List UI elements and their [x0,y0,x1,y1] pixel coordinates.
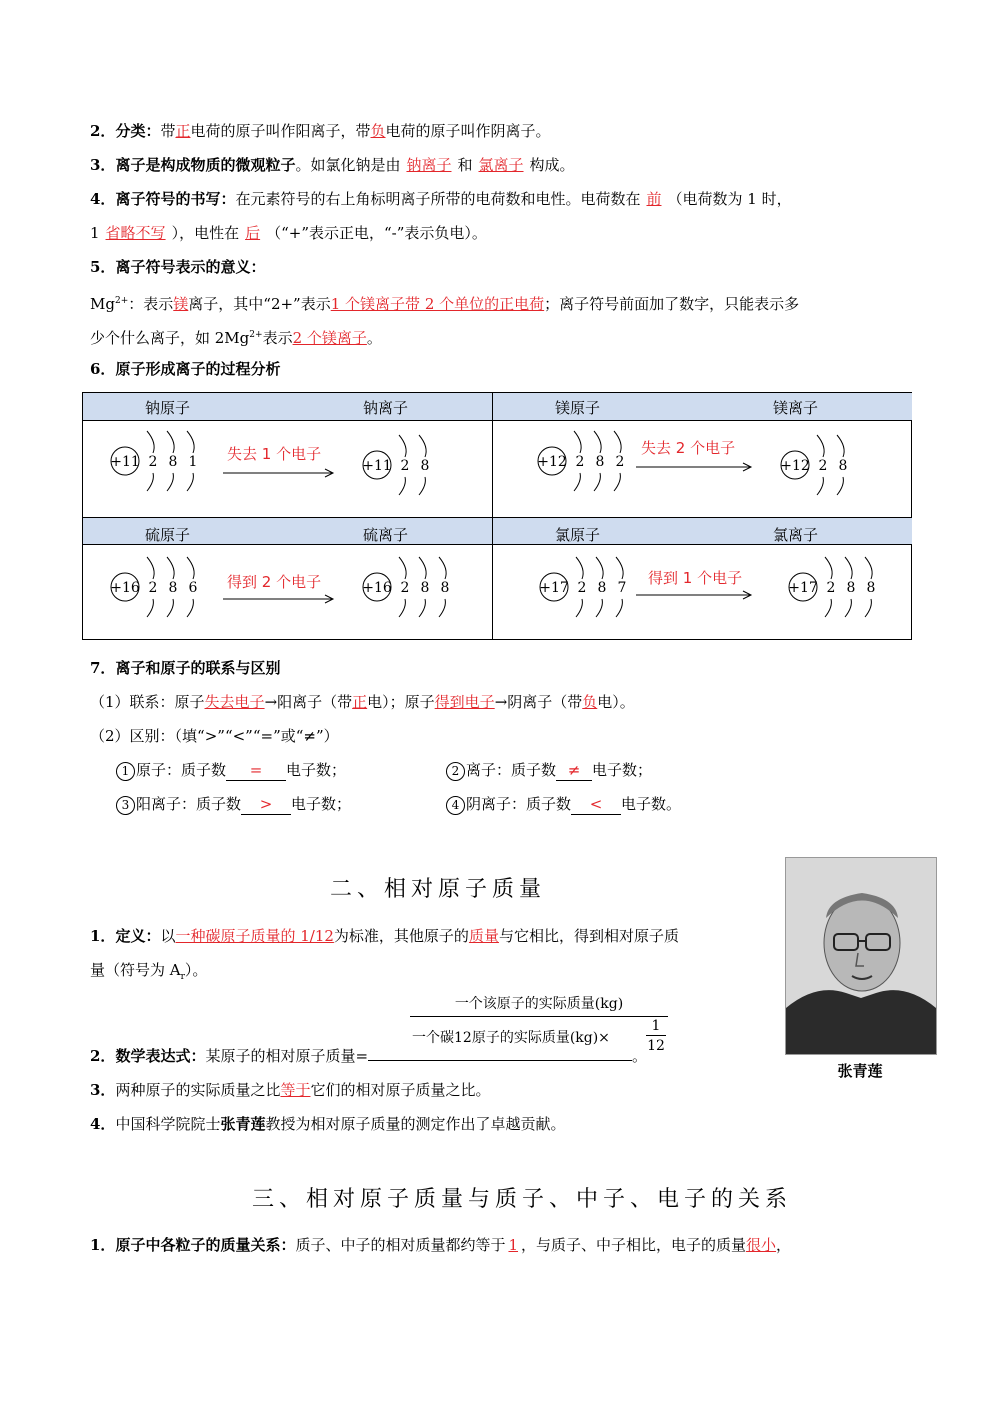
nucleus-charge: +16 [110,580,140,596]
answer: 正 [352,693,368,711]
item-number: 2． [90,1047,116,1065]
electron-shell-arc [596,557,603,579]
electron-count: 8 [838,458,848,474]
item-number: 3． [90,156,116,174]
bold-name: 张青莲 [220,1115,266,1133]
text: 。 [366,329,382,347]
line-ion-symbol-writing [90,189,792,209]
circled-number: 1 [116,762,135,781]
answer: 省略不写 [105,224,166,242]
portrait-image [786,858,936,1054]
item-number: 5． [90,258,116,276]
electron-shell-arc [399,477,405,495]
item-label: 原子中各粒子的质量关系： [115,1236,296,1254]
line-ion-symbol-writing-cont [90,223,487,243]
item-number: 4． [90,190,116,208]
electron-count: 8 [440,580,450,596]
denominator-text: 一个碳12原子的实际质量(kg)× [412,1030,610,1046]
header-s-atom: 硫原子 [145,526,191,544]
line-particle-mass [90,1235,791,1255]
electron-shell-arc [147,557,154,579]
difference-item [116,760,346,781]
atom-structure-diagrams [83,393,913,641]
answer-blank: ≠ [556,760,592,781]
text: 某原子的相对原子质量= [205,1047,369,1065]
electron-shell-arc [865,557,872,579]
text: 为标准，其他原子的 [333,927,469,945]
electron-shell-arc [439,599,445,617]
line-relation [90,692,635,712]
circled-number: 4 [446,796,465,815]
electron-shell-arc [865,599,871,617]
circled-number: 3 [116,796,135,815]
item-number: 4． [90,1115,116,1133]
electron-shell-arc [594,473,600,491]
answer: 钠离子 [406,156,452,174]
line-difference: （2）区别：（填“>”“<”“=”或“≠”） [90,727,339,745]
line-definition [90,926,679,946]
electron-count: 2 [148,580,158,596]
electron-count: 8 [168,454,178,470]
item-number: 2． [90,122,116,140]
electron-shell-arc [419,477,425,495]
electron-shell-arc [616,599,622,617]
electron-shell-arc [147,473,153,491]
electron-shell-arc [574,473,580,491]
header-na-ion: 钠离子 [363,399,409,417]
text: ），电性在 [171,224,240,242]
answer: 2 个镁离子 [292,329,367,347]
text: 。如氯化钠是由 [295,156,401,174]
electron-shell-arc [616,557,623,579]
text: 它们的相对原子质量之比。 [310,1081,491,1099]
text: 中国科学院院士 [115,1115,221,1133]
answer: 镁 [173,295,189,313]
superscript: 2+ [114,296,129,306]
item-label: 离子符号表示的意义： [115,258,266,276]
text: 教授为相对原子质量的测定作出了卓越贡献。 [265,1115,566,1133]
process-label: 得到 2 个电子 [227,573,322,591]
electron-shell-arc [187,557,194,579]
text: 电子数； [286,761,347,779]
text: 两种原子的实际质量之比 [115,1081,281,1099]
text: 离子：质子数 [466,761,557,779]
answer-blank: > [241,794,291,815]
superscript: 2+ [249,330,263,340]
electron-shell-arc [614,473,620,491]
electron-shell-arc [167,599,173,617]
electron-shell-arc [167,431,174,453]
text: 在元素符号的右上角标明离子所带的电荷数和电性。电荷数在 [235,190,641,208]
nucleus-charge: +11 [362,458,392,474]
difference-item [446,760,652,781]
text: 离子，其中“2+”表示 [188,295,331,313]
answer-blank: < [571,794,621,815]
electron-count: 2 [826,580,836,596]
electron-shell-arc [167,473,173,491]
text: ，与质子、中子相比，电子的质量 [521,1236,747,1254]
header-mg-ion: 镁离子 [773,399,819,417]
electron-shell-arc [187,473,193,491]
answer: 后 [245,224,261,242]
electron-shell-arc [817,435,824,457]
text: 构成。 [529,156,575,174]
text: 阳离子：质子数 [136,795,242,813]
item-label: 分类： [115,122,161,140]
line-ion-formation-title [90,359,280,379]
text: 阴离子：质子数 [466,795,572,813]
section-heading: 三、相对原子质量与质子、中子、电子的关系 [252,1187,793,1212]
text: 带 [160,122,176,140]
subscript: r [180,972,185,982]
electron-count: 8 [866,580,876,596]
header-cl-ion: 氯离子 [773,526,819,544]
section-heading: 二、相对原子质量 [330,877,547,902]
answer: 一种碳原子质量的 1/12 [175,927,334,945]
electron-count: 8 [168,580,178,596]
line-math-expression [90,1046,647,1066]
electron-shell-arc [576,557,583,579]
item-label: 离子符号的书写： [115,190,236,208]
electron-shell-arc [845,557,852,579]
text: （1）联系：原子 [90,693,205,711]
text: →阳离子（带 [264,693,353,711]
process-label: 得到 1 个电子 [648,569,743,587]
line-mg-ion [90,291,799,314]
text: 量（符号为 A [90,961,181,979]
answer: 氯离子 [478,156,524,174]
text: ）。 [184,961,208,979]
electron-count: 8 [597,580,607,596]
answer: 等于 [280,1081,311,1099]
text: 电子数； [291,795,352,813]
line-zhang-qinglian [90,1114,565,1134]
small-fraction-numerator: 1 [646,1017,666,1036]
electron-shell-arc [837,477,843,495]
item-label: 定义： [115,927,161,945]
item-label: 原子形成离子的过程分析 [115,360,281,378]
text: 表示 [262,329,293,347]
text: 电子数； [592,761,653,779]
electron-shell-arc [837,435,844,457]
text: 1 [90,224,100,242]
electron-count: 2 [400,458,410,474]
electron-shell-arc [399,557,406,579]
answer: 负 [582,693,598,711]
nucleus-charge: +17 [788,580,818,596]
ion-formation-table [82,392,912,640]
electron-shell-arc [419,557,426,579]
electron-shell-arc [594,431,601,453]
line-mass-ratio [90,1080,490,1100]
item-label: 离子是构成物质的微观粒子 [115,156,296,174]
nucleus-charge: +12 [537,454,567,470]
text: ， [776,1236,792,1254]
nucleus-charge: +17 [539,580,569,596]
electron-shell-arc [614,431,621,453]
answer: 负 [370,122,386,140]
text: →阴离子（带 [494,693,583,711]
electron-shell-arc [419,435,426,457]
process-label: 失去 2 个电子 [641,439,736,457]
text: 和 [457,156,473,174]
item-label: 离子和原子的联系与区别 [115,659,281,677]
nucleus-charge: +16 [362,580,392,596]
formula-numerator: 一个该原子的实际质量(kg) [454,996,624,1012]
electron-count: 6 [188,580,198,596]
text: 少个什么离子，如 2Mg [90,329,250,347]
item-label: 数学表达式： [115,1047,206,1065]
text: 质子、中子的相对质量都约等于 [295,1236,506,1254]
electron-count: 8 [420,458,430,474]
text: （电荷数为 1 时， [667,190,792,208]
electron-shell-arc [419,599,425,617]
line-ion-symbol-meaning [90,257,265,277]
item-number: 6． [90,360,116,378]
text: 与它相比，得到相对原子质 [498,927,679,945]
answer: 正 [175,122,191,140]
item-number: 3． [90,1081,116,1099]
line-definition-cont [90,960,207,987]
electron-count: 2 [575,454,585,470]
header-mg-atom: 镁原子 [555,399,601,417]
text: 原子：质子数 [136,761,227,779]
electron-count: 2 [615,454,625,470]
text: （“+”表示正电，“-”表示负电）。 [266,224,487,242]
electron-count: 8 [846,580,856,596]
text: 电）；原子 [367,693,435,711]
line-classification [90,121,551,141]
electron-shell-arc [845,599,851,617]
difference-item [116,794,351,815]
answer: 1 个镁离子带 2 个单位的正电荷 [330,295,545,313]
answer: 得到电子 [434,693,495,711]
formula-line [368,1046,632,1061]
electron-shell-arc [167,557,174,579]
item-number: 1． [90,1236,116,1254]
electron-shell-arc [576,599,582,617]
electron-count: 8 [595,454,605,470]
text: Mg [90,295,115,313]
answer: 失去电子 [204,693,265,711]
electron-count: 2 [148,454,158,470]
electron-shell-arc [399,435,406,457]
electron-shell-arc [596,599,602,617]
line-ion-atom-relation-title [90,658,280,678]
text: ；离子符号前面加了数字，只能表示多 [544,295,800,313]
item-number: 1． [90,927,116,945]
electron-shell-arc [187,599,193,617]
process-label: 失去 1 个电子 [227,445,322,463]
difference-item [446,794,681,815]
electron-shell-arc [825,599,831,617]
electron-count: 8 [420,580,430,596]
text: 电荷的原子叫作阳离子，带 [190,122,371,140]
circled-number: 2 [446,762,465,781]
answer: 前 [646,190,662,208]
electron-shell-arc [399,599,405,617]
answer: 1 [508,1236,519,1254]
electron-count: 2 [818,458,828,474]
answer-blank: = [226,760,286,781]
text: ：表示 [128,295,174,313]
nucleus-charge: +11 [110,454,140,470]
header-na-atom: 钠原子 [145,399,191,417]
header-s-ion: 硫离子 [363,526,409,544]
line-ions-constitute-matter [90,155,575,175]
electron-shell-arc [147,431,154,453]
header-cl-atom: 氯原子 [555,526,601,544]
photo-caption: 张青莲 [837,1062,883,1080]
electron-shell-arc [817,477,823,495]
electron-shell-arc [187,431,194,453]
electron-shell-arc [825,557,832,579]
text: 以 [160,927,176,945]
text: 电荷的原子叫作阴离子。 [385,122,551,140]
small-fraction-denominator: 12 [647,1038,665,1054]
electron-count: 2 [577,580,587,596]
text: 电子数。 [621,795,682,813]
electron-shell-arc [574,431,581,453]
line-mg-ion-cont [90,325,382,348]
electron-count: 2 [400,580,410,596]
item-number: 7． [90,659,116,677]
answer: 很小 [746,1236,777,1254]
answer: 质量 [468,927,499,945]
electron-shell-arc [147,599,153,617]
electron-shell-arc [439,557,446,579]
portrait-photo [785,857,937,1055]
electron-count: 1 [188,454,198,470]
electron-count: 7 [617,580,627,596]
nucleus-charge: +12 [780,458,810,474]
text: 电）。 [597,693,635,711]
text: 。 [632,1047,648,1065]
